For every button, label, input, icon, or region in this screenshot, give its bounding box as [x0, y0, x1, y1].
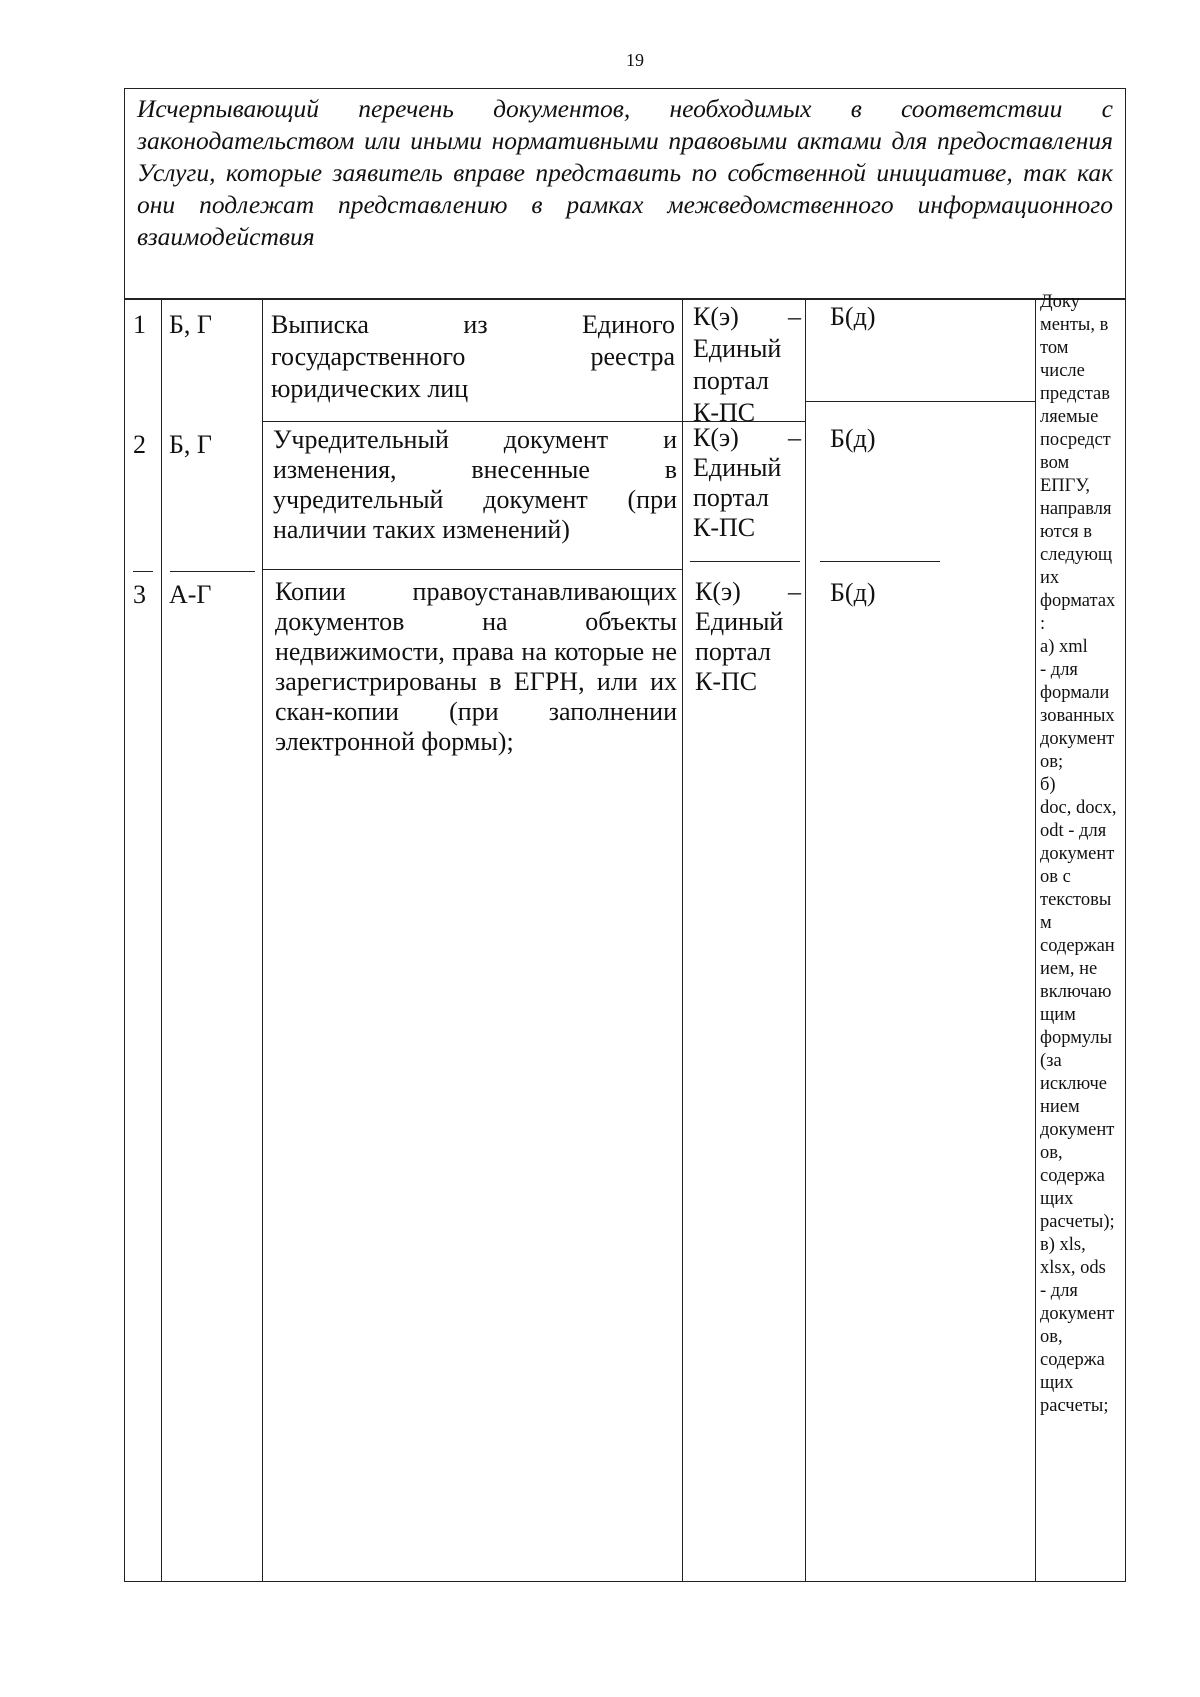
format-note-line: включаю — [1040, 982, 1112, 1002]
format-note-line: формали — [1040, 683, 1110, 703]
method-line: К(э) – — [693, 302, 801, 331]
method-line: Единый — [695, 607, 784, 636]
format-note-line: щим — [1040, 1005, 1076, 1025]
document-form: Б(д) — [830, 578, 876, 607]
format-note-line: расчеты); — [1040, 1212, 1115, 1232]
row-divider — [133, 571, 153, 572]
format-note-line: : — [1040, 614, 1046, 634]
method-line: Единый — [693, 334, 782, 363]
method-line: К-ПС — [693, 398, 756, 427]
format-note-line: ов; — [1040, 752, 1064, 772]
format-note-line: ием, не — [1040, 959, 1098, 979]
submission-method — [695, 577, 801, 697]
format-note-line: следующ — [1040, 545, 1113, 565]
row-divider — [170, 571, 255, 572]
format-note-line: вом — [1040, 453, 1070, 473]
format-note-line: документ — [1040, 729, 1115, 749]
format-note-line: числе — [1040, 361, 1085, 381]
format-note-line: исключе — [1040, 1074, 1107, 1094]
format-note-line: расчеты; — [1040, 1396, 1109, 1416]
section-heading-box — [124, 88, 1126, 300]
row-divider — [690, 561, 800, 562]
format-note-line: содержа — [1040, 1166, 1105, 1186]
format-note-line: щих — [1040, 1189, 1074, 1209]
document-name: Копии правоустанавливающих документов на объекты недвижимости, права на которые не зарегистрированы в ЕГРН, или их скан-копии (при заполнении электронной формы); — [275, 577, 677, 756]
format-note-line: содержа — [1040, 1350, 1105, 1370]
format-note-line: odt - для — [1040, 821, 1107, 841]
method-line: Единый — [693, 453, 782, 482]
document-form: Б(д) — [830, 302, 876, 331]
col-divider — [1035, 299, 1036, 1581]
format-note-line: документ — [1040, 1120, 1115, 1140]
method-line: К(э) – — [693, 423, 801, 452]
format-note-line: (за — [1040, 1051, 1062, 1071]
col-divider — [262, 299, 263, 1581]
format-note-line: формулы — [1040, 1028, 1113, 1048]
format-note-line: xlsx, ods — [1040, 1258, 1106, 1278]
format-note-line: их — [1040, 568, 1060, 588]
format-note-line: - для — [1040, 660, 1078, 680]
col-divider — [161, 299, 162, 1581]
format-note-line: ов с — [1040, 867, 1071, 887]
row-number: 3 — [133, 580, 146, 609]
format-note-line: нием — [1040, 1097, 1080, 1117]
format-note-line: - для — [1040, 1281, 1078, 1301]
document-form: Б(д) — [830, 424, 876, 453]
submission-method — [693, 423, 801, 543]
row-divider — [262, 569, 682, 570]
format-note-line: ЕПГУ, — [1040, 476, 1091, 496]
format-note-line: в) xls, — [1040, 1235, 1086, 1255]
format-note-line: ов, — [1040, 1143, 1063, 1163]
format-note-line: документ — [1040, 1304, 1115, 1324]
document-format-note — [1040, 291, 1122, 1418]
format-note-line: ются в — [1040, 522, 1092, 542]
format-note-line: содержан — [1040, 936, 1115, 956]
row-number: 2 — [133, 430, 146, 459]
format-note-line: документ — [1040, 844, 1115, 864]
format-note-line: направля — [1040, 499, 1112, 519]
format-note-line: том — [1040, 338, 1069, 358]
format-note-line: менты, в — [1040, 315, 1109, 335]
method-line: К(э) – — [695, 577, 801, 606]
applicant-category: Б, Г — [169, 430, 212, 459]
document-name: Учредительный документ и изменения, внесенные в учредительный документ (при наличии таких изменений) — [273, 425, 677, 544]
method-line: портал — [693, 366, 769, 395]
format-note-line: а) xml — [1040, 637, 1088, 657]
format-note-line: щих — [1040, 1373, 1074, 1393]
row-number: 1 — [133, 310, 146, 339]
format-note-line: ов, — [1040, 1327, 1063, 1347]
format-note-line: представ — [1040, 384, 1110, 404]
row-divider — [820, 561, 940, 562]
method-line: К-ПС — [695, 667, 758, 696]
format-note-line: текстовы — [1040, 890, 1112, 910]
format-note-line: ляемые — [1040, 407, 1099, 427]
col-divider — [682, 299, 683, 1581]
section-heading: Исчерпывающий перечень документов, необходимых в соответствии с законодательством или иными нормативными правовыми актами для предоставления Услуги, которые заявитель вправе представить по собственной инициативе, так как они подлежат представлению в рамках межведомственного информационного взаимодействия — [137, 94, 1113, 251]
documents-table — [124, 292, 1126, 1582]
submission-method — [693, 301, 801, 429]
method-line: К-ПС — [693, 513, 756, 542]
row-divider — [805, 401, 1035, 402]
method-line: портал — [695, 637, 771, 666]
format-note-line: б) — [1040, 775, 1056, 795]
format-note-line: зованных — [1040, 706, 1115, 726]
page-number: 19 — [626, 50, 644, 70]
applicant-category: А-Г — [169, 580, 212, 609]
document-name: Выписка из Единого государственного реестра юридических лиц — [271, 310, 675, 403]
format-note-line: посредст — [1040, 430, 1111, 450]
format-note-line: форматах — [1040, 591, 1116, 611]
applicant-category: Б, Г — [169, 310, 212, 339]
format-note-line: doc, docx, — [1040, 798, 1117, 818]
method-line: портал — [693, 483, 769, 512]
format-note-line: Доку — [1040, 292, 1080, 312]
format-note-line: м — [1040, 913, 1052, 933]
col-divider — [805, 299, 806, 1581]
